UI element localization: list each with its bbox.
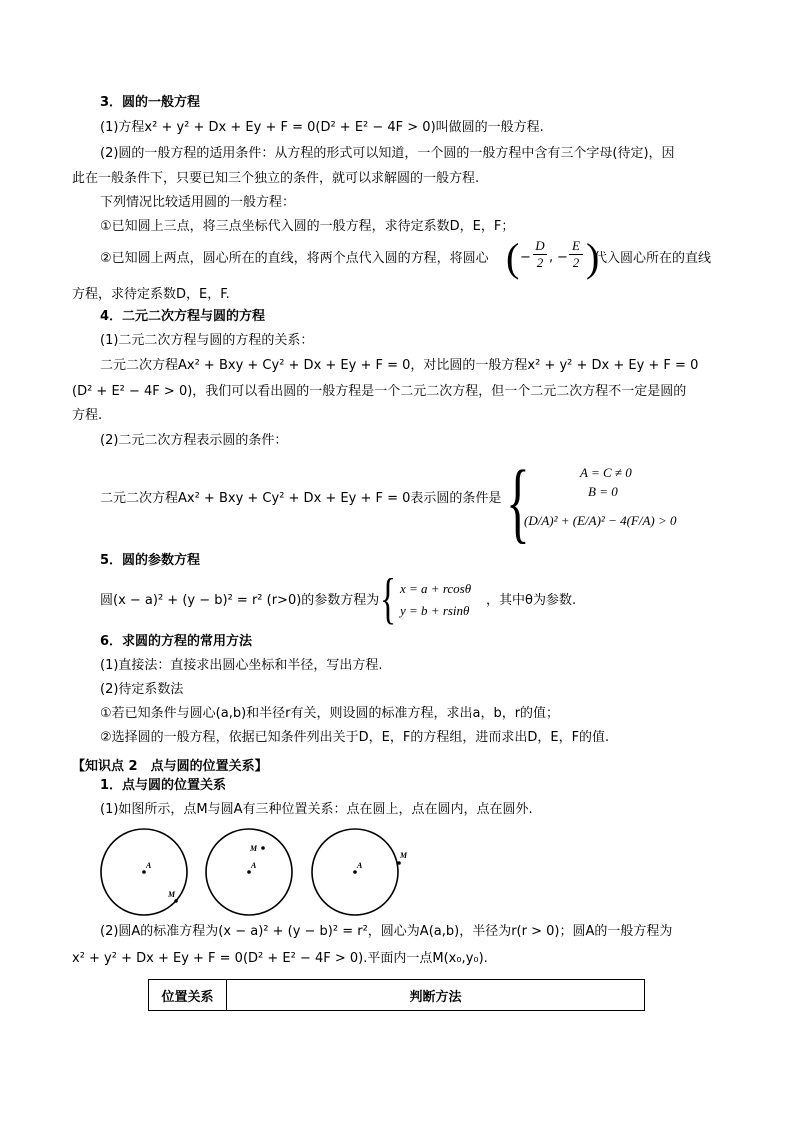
frac2-denominator: 2 [572, 255, 580, 270]
s4-paragraph-2: 二元二次方程Ax² + Bxy + Cy² + Dx + Ey + F = 0，对比圆的一般方程x² + y² + Dx + Ey + F = 0 [100, 358, 699, 373]
s3-paragraph-1: (1)方程x² + y² + Dx + Ey + F = 0(D² + E² − 4F > 0)叫做圆的一般方程. [100, 120, 544, 135]
point-circle-diagram [96, 826, 406, 918]
s3-paragraph-2b: 此在一般条件下，只要已知三个独立的条件，就可以求解圆的一般方程. [72, 171, 480, 186]
frac1-numerator: D [535, 238, 545, 253]
center-label-3: A [357, 861, 363, 870]
point-m-dot [261, 846, 265, 850]
point-label-2: M [250, 844, 258, 853]
center-dot [142, 870, 146, 874]
point-m-dot [397, 861, 401, 865]
center-label-1: A [146, 861, 152, 870]
section-6-title: 6．求圆的方程的常用方法 [100, 634, 253, 649]
s6-paragraph-3: ①若已知条件与圆心(a,b)和半径r有关，则设圆的标准方程，求出a，b，r的值； [100, 706, 560, 721]
position-relation-table [148, 979, 645, 1011]
point-m-dot [174, 899, 178, 903]
frac2-numerator: E [572, 238, 580, 253]
param-eq-y: y = b + rsinθ [400, 603, 470, 618]
s3-paragraph-4: ①已知圆上三点，将三点坐标代入圆的一般方程，求待定系数D，E，F； [100, 219, 515, 234]
condition-2: B = 0 [588, 484, 618, 499]
center-label-2: A [251, 861, 257, 870]
s3-paragraph-5a: ②已知圆上两点，圆心所在的直线，将两个点代入圆的方程，将圆心 [100, 251, 489, 266]
table-header-relation: 位置关系 [149, 980, 227, 1011]
circle-point-on [101, 829, 187, 915]
s4-paragraph-6: 二元二次方程Ax² + Bxy + Cy² + Dx + Ey + F = 0表示圆的条件是 [100, 491, 502, 506]
circle-point-inside [206, 829, 292, 915]
s3-paragraph-3: 下列情况比较适用圆的一般方程： [100, 195, 296, 210]
s6-paragraph-2: (2)待定系数法 [100, 682, 184, 697]
table-header-method: 判断方法 [227, 980, 645, 1011]
s3-paragraph-2a: (2)圆的一般方程的适用条件：从方程的形式可以知道，一个圆的一般方程中含有三个字母(待定)，因 [100, 146, 675, 161]
s6-paragraph-4: ②选择圆的一般方程，依据已知条件列出关于D，E，F的方程组，进而求出D，E，F的值. [100, 730, 610, 745]
condition-1: A = C ≠ 0 [580, 465, 632, 480]
s3-paragraph-6: 方程，求待定系数D，E，F. [72, 287, 230, 302]
s4-paragraph-4: 方程. [72, 408, 103, 423]
knowledge-point-2-header: 【知识点 2 点与圆的位置关系】 [72, 759, 268, 774]
center-dot [353, 870, 357, 874]
s4-paragraph-1: (1)二元二次方程与圆的方程的关系： [100, 333, 314, 348]
table-header-row [149, 980, 645, 1011]
s3-paragraph-5b: 代入圆心所在的直线 [594, 251, 712, 266]
s4-paragraph-3: (D² + E² − 4F > 0)，我们可以看出圆的一般方程是一个二元二次方程，但一个二元二次方程不一定是圆的 [72, 384, 687, 399]
s5-paragraph-1a: 圆(x − a)² + (y − b)² = r² (r>0)的参数方程为 [100, 593, 380, 608]
k2-paragraph-3: x² + y² + Dx + Ey + F = 0(D² + E² − 4F > 0).平面内一点M(x₀,y₀). [72, 951, 488, 966]
center-dot [247, 870, 251, 874]
circle-point-outside [312, 829, 408, 915]
conditions-brace: { [506, 453, 530, 552]
section-5-title: 5．圆的参数方程 [100, 553, 201, 568]
condition-3: (D/A)² + (E/A)² − 4(F/A) > 0 [524, 513, 677, 528]
param-brace: { [380, 568, 397, 630]
s6-paragraph-1: (1)直接法：直接求出圆心坐标和半径，写出方程. [100, 658, 383, 673]
section-3-title: 3．圆的一般方程 [100, 95, 201, 110]
point-label-1: M [168, 890, 176, 899]
k2-paragraph-2: (2)圆A的标准方程为(x − a)² + (y − b)² = r²，圆心为A(a,b)，半径为r(r > 0)；圆A的一般方程为 [100, 924, 673, 939]
frac1-denominator: 2 [536, 255, 544, 270]
s4-paragraph-5: (2)二元二次方程表示圆的条件： [100, 433, 288, 448]
s5-paragraph-1b: ，其中θ为参数. [486, 593, 577, 608]
point-label-3: M [400, 851, 408, 860]
circle-center-fraction: ( − D 2 , − E 2 ) [506, 235, 600, 280]
k2-title: 1．点与圆的位置关系 [100, 778, 227, 793]
param-eq-x: x = a + rcosθ [400, 581, 472, 596]
section-4-title: 4．二元二次方程与圆的方程 [100, 309, 266, 324]
k2-paragraph-1: (1)如图所示，点M与圆A有三种位置关系：点在圆上，点在圆内，点在圆外. [100, 802, 533, 817]
